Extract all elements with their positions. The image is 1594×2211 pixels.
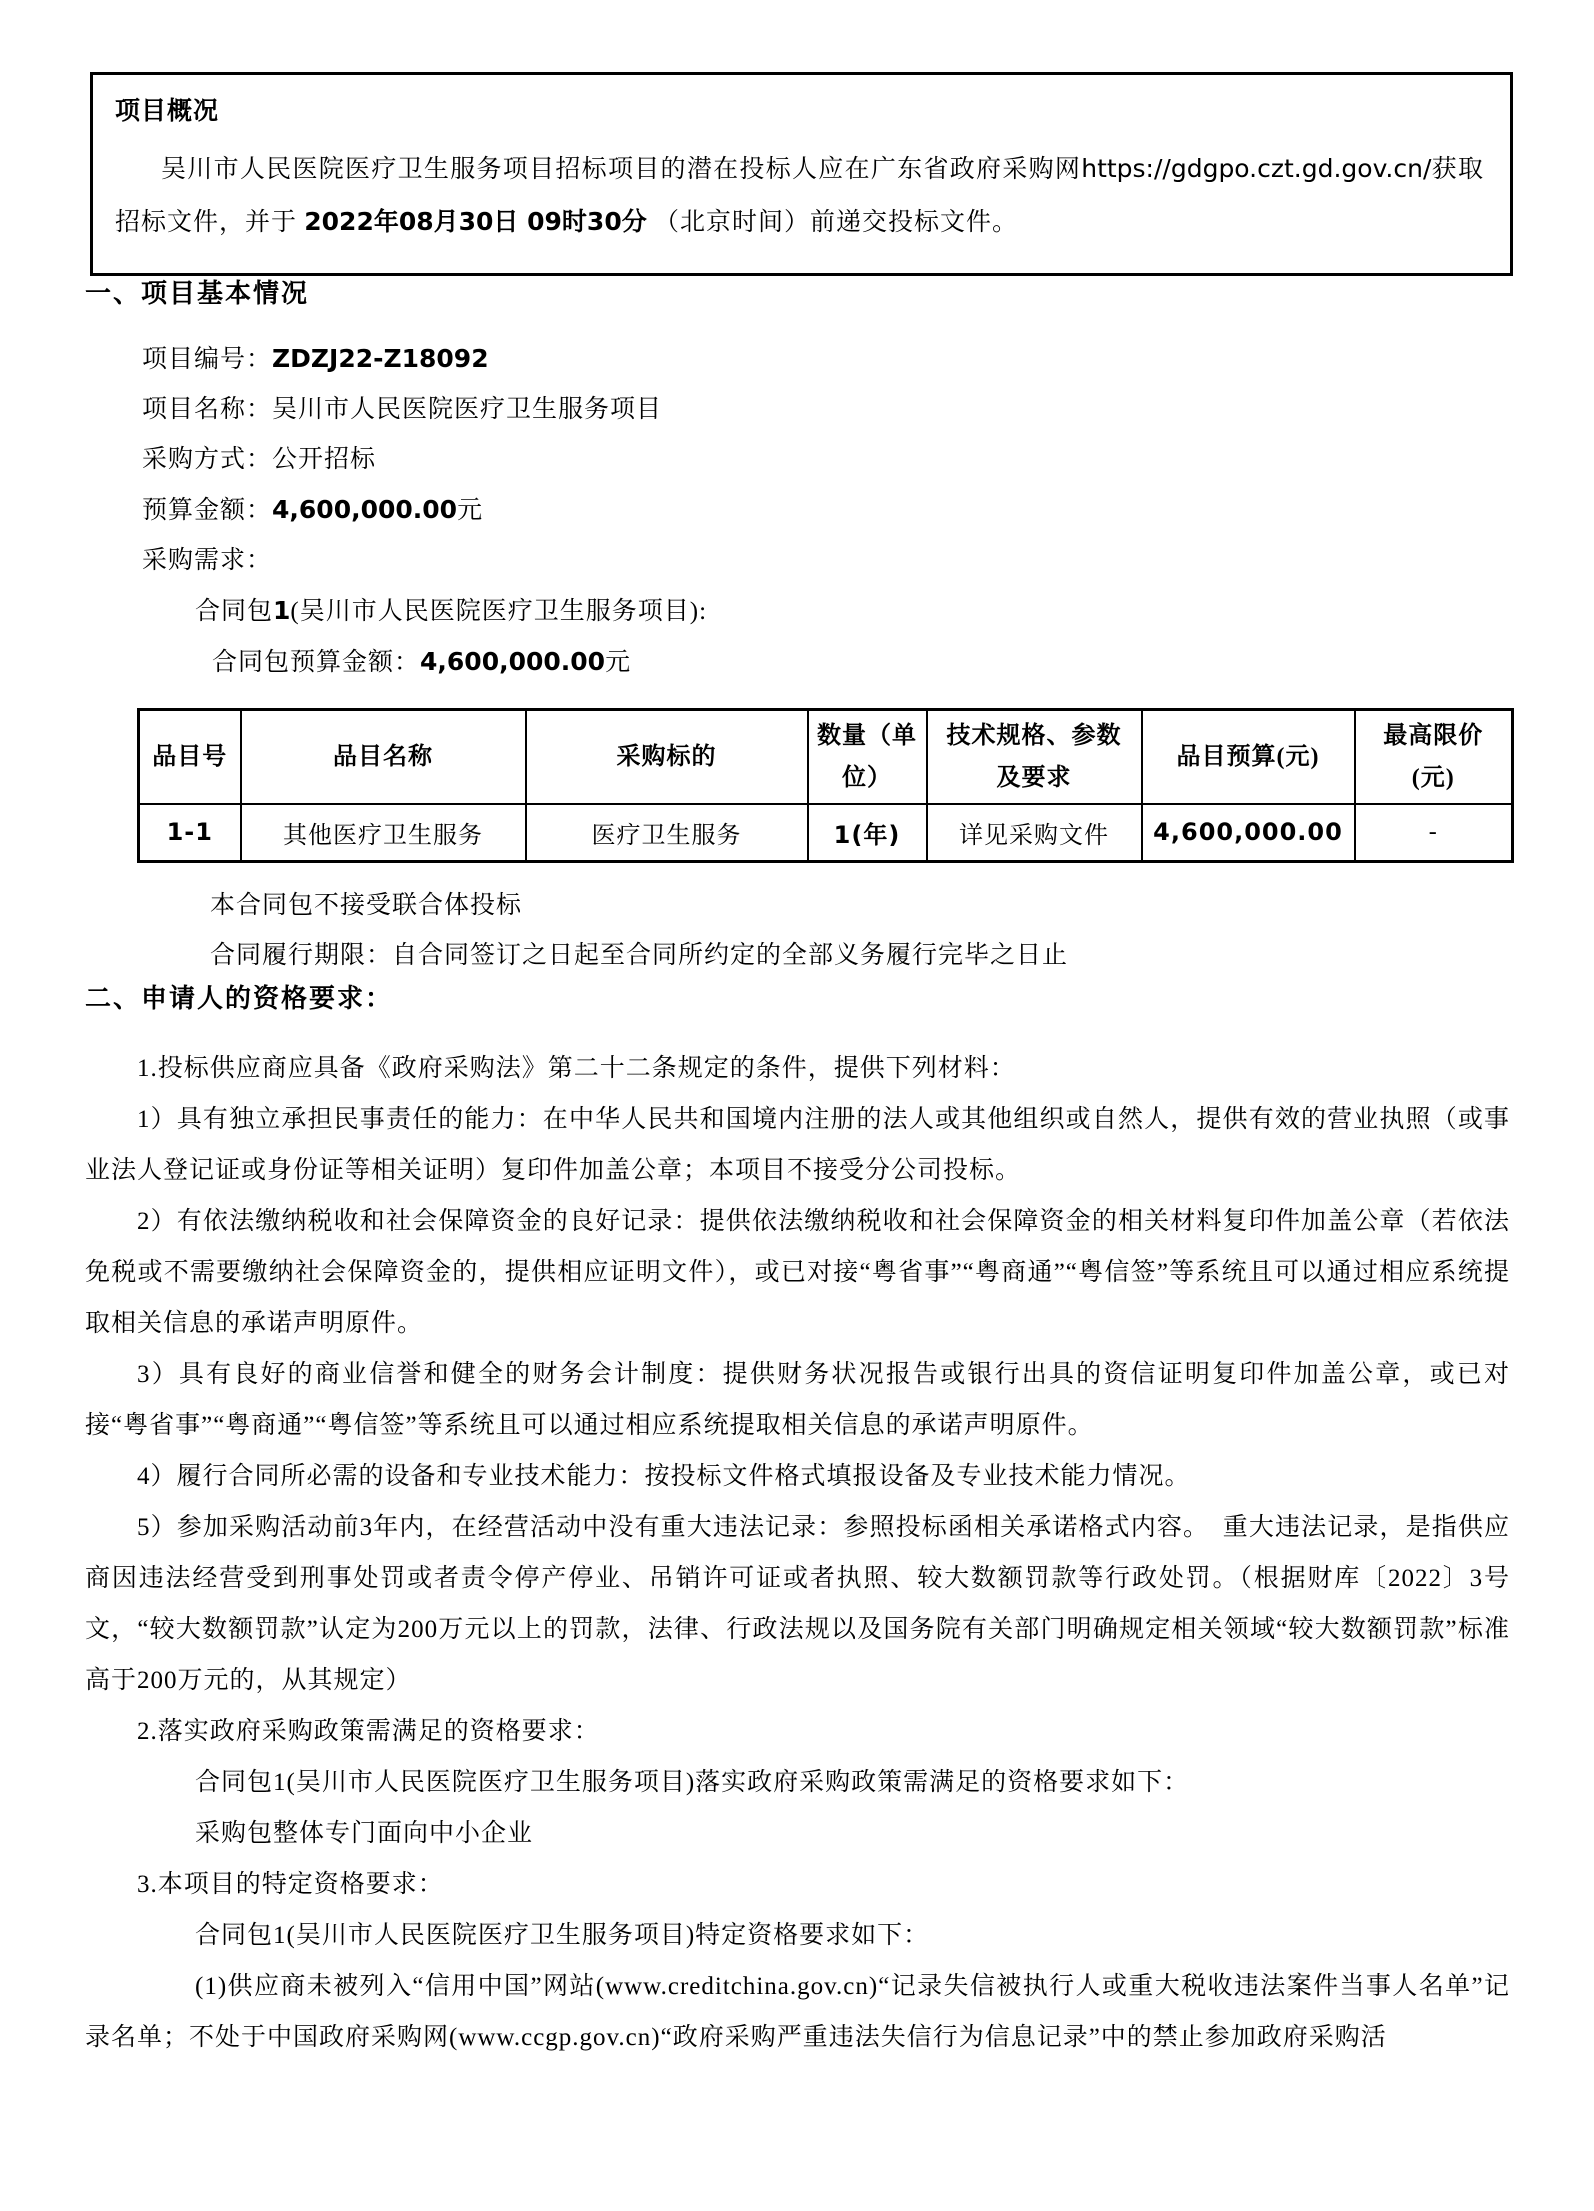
document-page — [0, 72, 1594, 2063]
package-rest: (吴川市人民医院医疗卫生服务项目): — [290, 598, 708, 625]
cell-procurement-target: 医疗卫生服务 — [526, 804, 808, 861]
project-number-label: 项目编号： — [142, 346, 273, 373]
header-max-price: 最高限价(元) — [1355, 710, 1513, 805]
field-budget-amount — [142, 485, 1510, 536]
note-no-consortium: 本合同包不接受联合体投标 — [210, 891, 523, 919]
project-name-value: 吴川市人民医院医疗卫生服务项目 — [272, 396, 663, 423]
package-budget-unit: 元 — [605, 649, 632, 676]
section2-heading: 二、申请人的资格要求： — [85, 983, 394, 1013]
document-body — [0, 276, 1594, 2063]
qualification-item-1-4: 4）履行合同所必需的设备和专业技术能力：按投标文件格式填报设备及专业技术能力情况。 — [137, 1462, 1191, 1490]
field-project-name — [142, 385, 1510, 435]
qualification-item-3-package: 合同包1(吴川市人民医院医疗卫生服务项目)特定资格要求如下： — [195, 1921, 930, 1949]
package-notes — [85, 881, 1510, 981]
cell-item-name: 其他医疗卫生服务 — [241, 804, 526, 861]
qualification-item-1-1: 1）具有独立承担民事责任的能力：在中华人民共和国境内注册的法人或其他组织或自然人，提供有效的营业执照（或事业法人登记证或身份证等相关证明）复印件加盖公章；本项目不接受分公司投标。 — [85, 1105, 1510, 1184]
note-contract-duration: 合同履行期限：自合同签订之日起至合同所约定的全部义务履行完毕之日止 — [210, 941, 1069, 969]
cell-item-no: 1-1 — [139, 804, 241, 861]
package-budget-label: 合同包预算金额： — [212, 649, 421, 676]
qualification-item-2-sme: 采购包整体专门面向中小企业 — [195, 1819, 534, 1847]
cell-tech-specs: 详见采购文件 — [927, 804, 1142, 861]
overview-title: 项目概况 — [115, 98, 220, 125]
project-fields — [85, 334, 1510, 586]
table-header-row — [139, 710, 1513, 805]
cell-quantity: 1(年) — [808, 804, 927, 861]
qualification-item-1-5: 5）参加采购活动前3年内，在经营活动中没有重大违法记录：参照投标函相关承诺格式内容。 重大违法记录，是指供应商因违法经营受到刑事处罚或者责令停产停业、吊销许可证或者执照、较大数额罚款等行政处罚。（根据财库〔2022〕3号文，“较大数额罚款”认定为200万元以上的罚款，法律、行政法规以及国务院有关部门明确规定相关领域“较大数额罚款”标准高于200万元的，从其规定） — [85, 1513, 1510, 1694]
qualification-item-1-2: 2）有依法缴纳税收和社会保障资金的良好记录：提供依法缴纳税收和社会保障资金的相关材料复印件加盖公章（若依法免税或不需要缴纳社会保障资金的，提供相应证明文件），或已对接“粤省事”“粤商通”“粤信签”等系统且可以通过相应系统提取相关信息的承诺声明原件。 — [85, 1207, 1510, 1337]
contract-package-line — [195, 586, 1510, 637]
header-procurement-target: 采购标的 — [526, 710, 808, 805]
procurement-method-value: 公开招标 — [272, 446, 377, 473]
field-project-number — [142, 334, 1510, 385]
qualification-paragraphs — [85, 1043, 1510, 2063]
header-tech-specs: 技术规格、参数及要求 — [927, 710, 1142, 805]
budget-amount-value: 4,600,000.00 — [272, 495, 458, 524]
procurement-site-url: https://gdgpo.czt.gd.gov.cn/ — [1081, 154, 1432, 183]
qualification-item-2: 2.落实政府采购政策需满足的资格要求： — [137, 1717, 600, 1745]
budget-amount-unit: 元 — [457, 497, 484, 524]
qualification-item-1: 1.投标供应商应具备《政府采购法》第二十二条规定的条件，提供下列材料： — [137, 1054, 1016, 1082]
package-budget-value: 4,600,000.00 — [420, 647, 606, 676]
qualification-item-3-credit: (1)供应商未被列入“信用中国”网站(www.creditchina.gov.cn)“记录失信被执行人或重大税收违法案件当事人名单”记录名单；不处于中国政府采购网(www.ccgp.gov.cn)“政府采购严重违法失信行为信息记录”中的禁止参加政府采购活 — [85, 1972, 1510, 2051]
field-procurement-method — [142, 435, 1510, 485]
procurement-items-table — [137, 708, 1514, 863]
field-procurement-demand — [142, 536, 1510, 586]
cell-item-budget: 4,600,000.00 — [1142, 804, 1355, 861]
overview-box — [90, 72, 1513, 276]
budget-amount-label: 预算金额： — [142, 497, 273, 524]
bid-deadline-datetime: 2022年08月30日 09时30分 — [304, 207, 647, 236]
overview-text-3: （北京时间）前递交投标文件。 — [646, 209, 1018, 236]
package-prefix: 合同包 — [195, 598, 274, 625]
qualification-item-3: 3.本项目的特定资格要求： — [137, 1870, 444, 1898]
qualification-item-2-package: 合同包1(吴川市人民医院医疗卫生服务项目)落实政府采购政策需满足的资格要求如下： — [195, 1768, 1190, 1796]
procurement-method-label: 采购方式： — [142, 446, 273, 473]
overview-paragraph — [115, 143, 1484, 249]
qualification-item-1-3: 3）具有良好的商业信誉和健全的财务会计制度：提供财务状况报告或银行出具的资信证明复印件加盖公章，或已对接“粤省事”“粤商通”“粤信签”等系统且可以通过相应系统提取相关信息的承诺声明原件。 — [85, 1360, 1510, 1439]
section1-heading: 一、项目基本情况 — [85, 279, 310, 308]
overview-text-2: 获取招标文件，并于 — [115, 156, 1484, 236]
package-number: 1 — [273, 596, 291, 625]
header-quantity-unit: 数量（单位） — [808, 710, 927, 805]
header-item-no: 品目号 — [139, 710, 241, 805]
project-name-label: 项目名称： — [142, 396, 273, 423]
header-item-budget: 品目预算(元) — [1142, 710, 1355, 805]
header-item-name: 品目名称 — [241, 710, 526, 805]
cell-max-price: - — [1355, 804, 1513, 861]
project-number-value: ZDZJ22-Z18092 — [272, 344, 489, 373]
procurement-demand-label: 采购需求： — [142, 547, 273, 574]
table-data-row — [139, 804, 1513, 861]
package-budget-line — [212, 637, 1510, 688]
overview-text-1: 吴川市人民医院医疗卫生服务项目招标项目的潜在投标人应在广东省政府采购网 — [161, 156, 1082, 183]
